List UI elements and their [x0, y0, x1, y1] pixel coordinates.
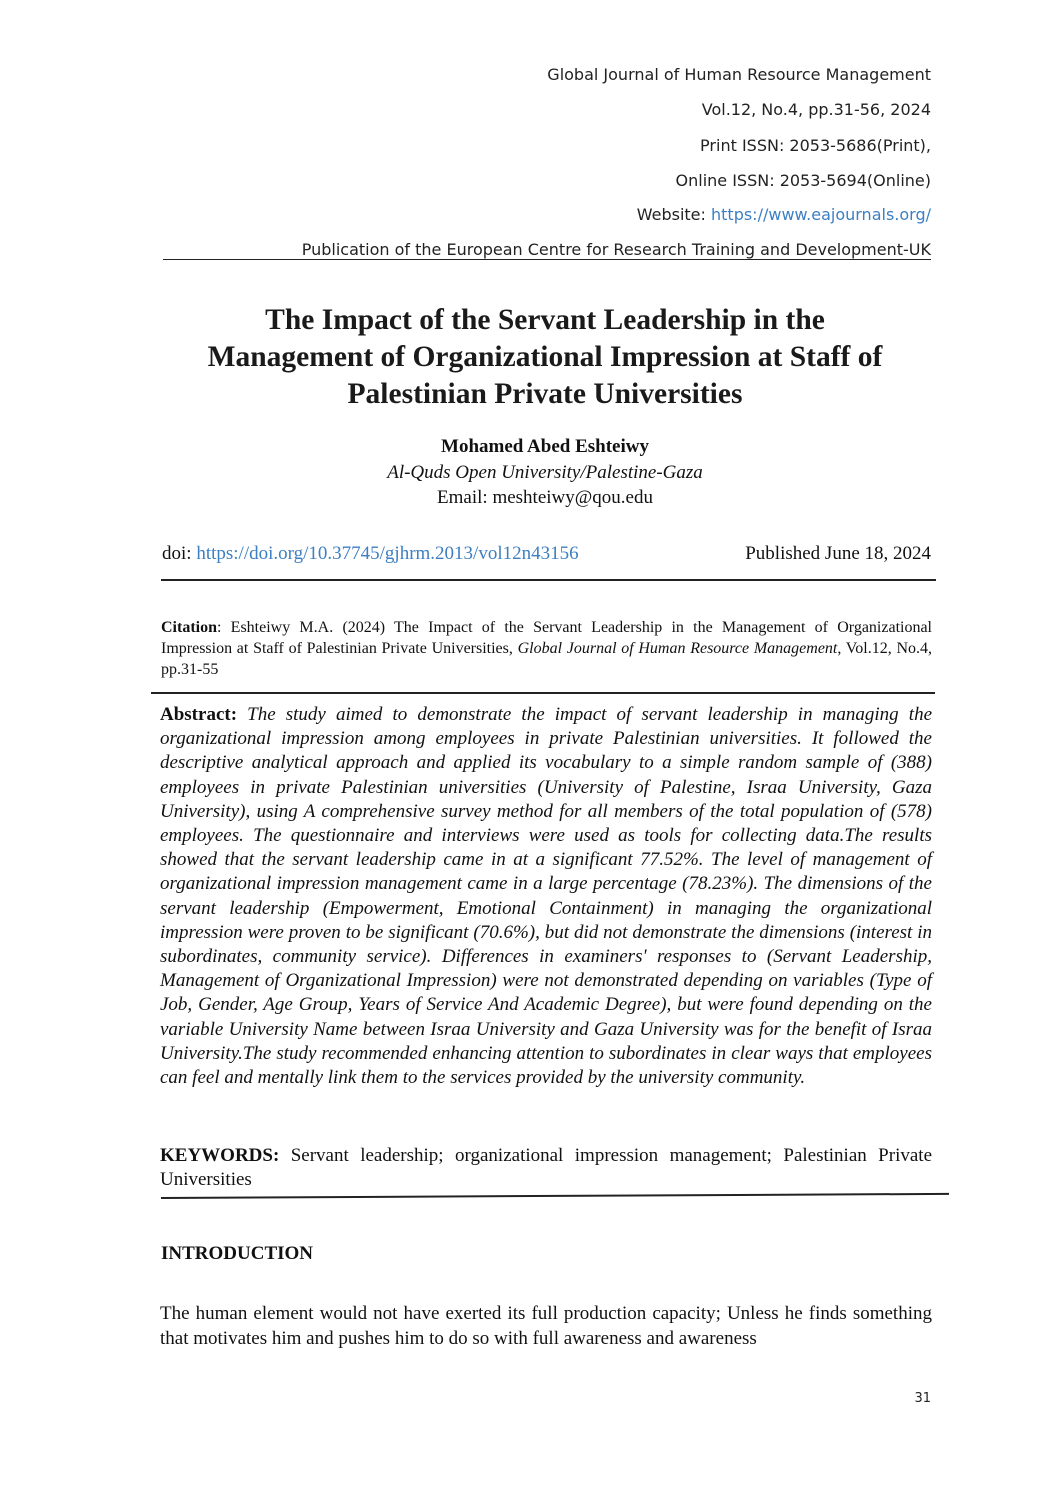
citation-divider: [151, 692, 935, 694]
citation-block: [161, 617, 932, 680]
citation-journal: Global Journal of Human Resource Management: [517, 640, 838, 657]
keywords-divider: [161, 1193, 949, 1199]
introduction-text: The human element would not have exerted its full production capacity; Unless he finds something that motivates him and pushes him to do so with full awareness and awareness: [160, 1303, 932, 1349]
citation-volume: , Vol.12, No.4, pp.31-55: [161, 640, 932, 678]
title-line: Palestinian Private Universities: [347, 378, 743, 410]
doi-label: doi:: [162, 543, 192, 564]
website-line: [637, 205, 931, 224]
page-number: 31: [914, 1391, 931, 1406]
publisher-line: Publication of the European Centre for Research Training and Development-UK: [301, 240, 931, 259]
published-date: Published June 18, 2024: [745, 543, 931, 564]
doi-link[interactable]: https://doi.org/10.37745/gjhrm.2013/vol12n43156: [196, 543, 579, 564]
doi-divider: [161, 579, 936, 581]
volume-info: Vol.12, No.4, pp.31-56, 2024: [701, 100, 931, 119]
introduction-heading: INTRODUCTION: [161, 1243, 314, 1264]
title-line: Management of Organizational Impression at Staff of: [207, 341, 883, 373]
doi-line: [162, 543, 579, 565]
keywords-block: [160, 1144, 932, 1192]
journal-name: Global Journal of Human Resource Management: [547, 65, 931, 84]
header-divider: [163, 259, 931, 260]
print-issn: Print ISSN: 2053-5686(Print),: [700, 136, 931, 155]
author-name: Mohamed Abed Eshteiwy: [441, 436, 649, 457]
abstract-text: The study aimed to demonstrate the impact of servant leadership in managing the organizational impression among employees in private Palestinian universities. It followed the descriptive analytical approach and applied its vocabulary to a simple random sample of (388) employees in private Palestinian universities (University of Palestine, Israa University, Gaza University), using A comprehensive survey method for all members of the total population of (578) employees. The questionnaire and interviews were used as tools for collecting data.The results showed that the servant leadership came in at a significant 77.52%. The level of management of organizational impression management came in a large percentage (78.23%). The dimensions of the servant leadership (Empowerment, Emotional Containment) in managing the organizational impression were proven to be significant (70.6%), but did not demonstrate the dimensions (interest in subordinates, community service). Differences in examiners' responses to (Servant Leadership, Management of Organizational Impression) were not demonstrated depending on variables (Type of Job, Gender, Age Group, Years of Service And Academic Degree), but were found depending on the variable University Name between Israa University and Gaza University was for the benefit of Israa University.The study recommended enhancing attention to subordinates in clear ways that employees can feel and mentally link them to the services provided by the university community.: [160, 704, 932, 1089]
online-issn: Online ISSN: 2053-5694(Online): [675, 171, 931, 190]
citation-label: Citation: [161, 619, 217, 636]
keywords-label: KEYWORDS:: [160, 1145, 280, 1166]
title-line: The Impact of the Servant Leadership in the: [265, 304, 825, 336]
author-affiliation: Al-Quds Open University/Palestine-Gaza: [387, 462, 703, 483]
paper-title: [150, 302, 940, 413]
website-link[interactable]: https://www.eajournals.org/: [711, 205, 931, 224]
website-label: Website:: [636, 205, 706, 224]
author-email: Email: meshteiwy@qou.edu: [437, 487, 653, 508]
abstract-label: Abstract:: [160, 704, 238, 725]
citation-text: : Eshteiwy M.A. (2024) The Impact of the Servant Leadership in the Management of Organizational Impression at Staff of Palestinian Private Universities,: [161, 619, 932, 657]
abstract-block: [160, 703, 932, 1090]
keywords-text: Servant leadership; organizational impression management; Palestinian Private Universities: [160, 1145, 932, 1190]
